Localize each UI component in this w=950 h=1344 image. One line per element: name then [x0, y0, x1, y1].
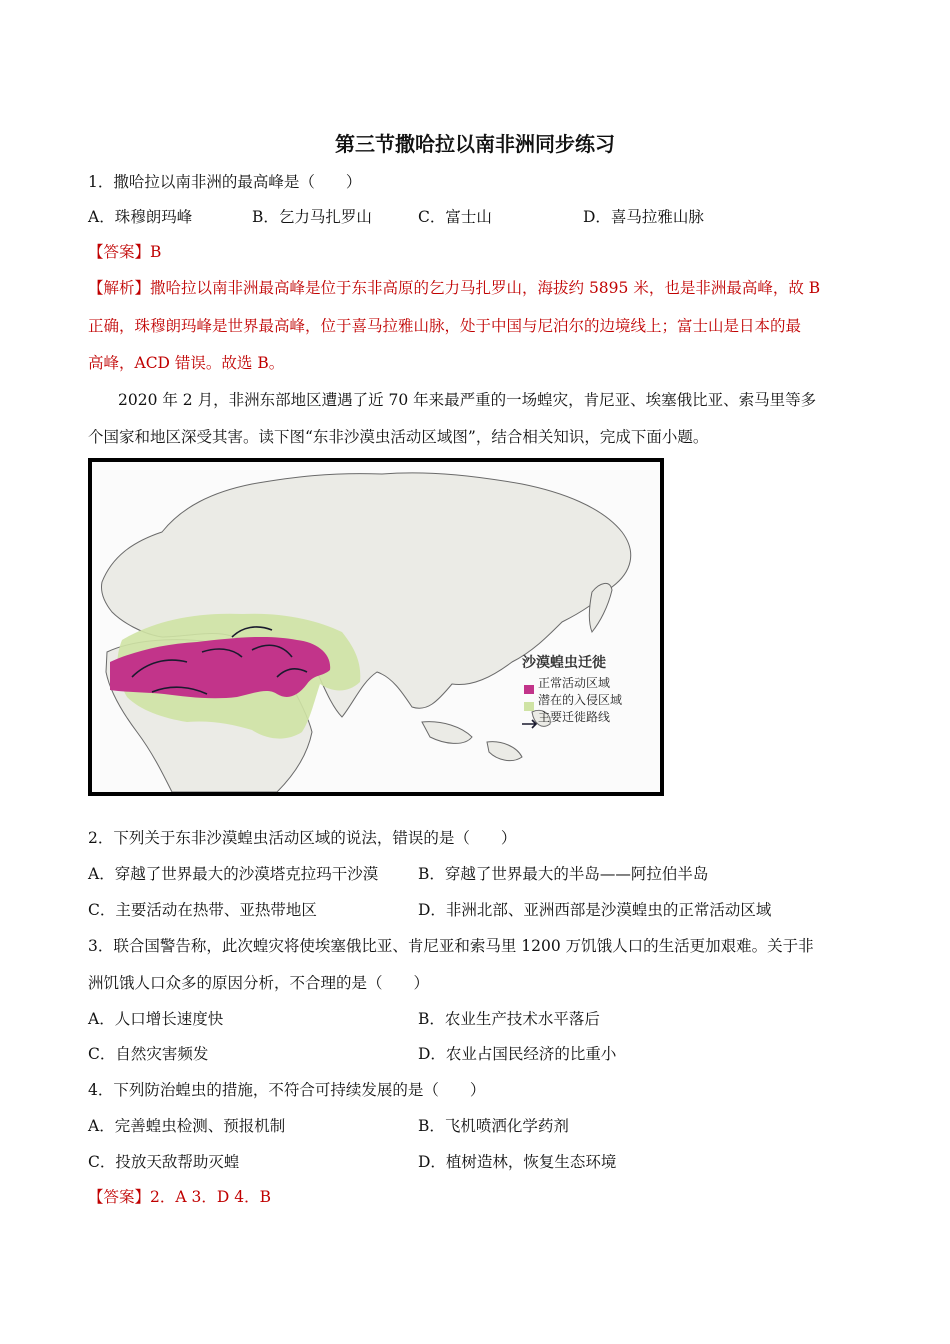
q2-option-c: C．主要活动在热带、亚热带地区: [88, 901, 317, 919]
q1-option-a: A．珠穆朗玛峰: [88, 208, 193, 226]
locust-map-figure: [88, 458, 664, 796]
q4-option-c: C．投放天敌帮助灭蝗: [88, 1153, 240, 1171]
q1-option-c: C．富士山: [418, 208, 492, 226]
q3-option-b: B．农业生产技术水平落后: [418, 1010, 600, 1028]
q4-stem: 4．下列防治蝗虫的措施，不符合可持续发展的是（ ）: [88, 1081, 486, 1099]
q2-option-a: A．穿越了世界最大的沙漠塔克拉玛干沙漠: [88, 865, 379, 883]
q3-stem-line-2: 洲饥饿人口众多的原因分析，不合理的是（ ）: [88, 974, 430, 992]
answers-tag: 【答案】: [88, 1188, 151, 1206]
q3-option-c: C．自然灾害频发: [88, 1045, 209, 1063]
answers-line: [88, 1185, 271, 1207]
answer-value: B: [150, 243, 162, 261]
q1-analysis-line-1: [88, 276, 820, 298]
q1-answer: [88, 240, 161, 262]
legend-potential-label: 潜在的入侵区域: [538, 693, 623, 707]
q3-option-d: D．农业占国民经济的比重小: [418, 1045, 617, 1063]
analysis-text-1: 撒哈拉以南非洲最高峰是位于东非高原的乞力马扎罗山，海拔约 5895 米，也是非洲最高峰，故 B: [150, 279, 821, 297]
answer-tag: 【答案】: [88, 243, 151, 261]
q2-option-d: D．非洲北部、亚洲西部是沙漠蝗虫的正常活动区域: [418, 901, 772, 919]
q1-stem: 1．撒哈拉以南非洲的最高峰是（ ）: [88, 173, 362, 191]
analysis-tag: 【解析】: [88, 279, 151, 297]
q2-option-b: B．穿越了世界最大的半岛——阿拉伯半岛: [418, 865, 709, 883]
q1-option-d: D．喜马拉雅山脉: [583, 208, 704, 226]
page-title: 第三节撒哈拉以南非洲同步练习: [335, 132, 615, 156]
q3-option-a: A．人口增长速度快: [88, 1010, 224, 1028]
q2-stem: 2．下列关于东非沙漠蝗虫活动区域的说法，错误的是（ ）: [88, 829, 517, 847]
map-graphic: [92, 462, 660, 792]
q1-analysis-line-3: 高峰，ACD 错误。故选 B。: [88, 354, 285, 372]
q4-option-a: A．完善蝗虫检测、预报机制: [88, 1117, 286, 1135]
intro-line-2: 个国家和地区深受其害。读下图“东非沙漠虫活动区域图”，结合相关知识，完成下面小题。: [88, 428, 709, 446]
legend-route-label: 主要迁徙路线: [538, 710, 611, 724]
q3-stem-line-1: 3．联合国警告称，此次蝗灾将使埃塞俄比亚、肯尼亚和索马里 1200 万饥饿人口的生活更加艰难。关于非: [88, 937, 814, 955]
q4-option-b: B．飞机喷洒化学药剂: [418, 1117, 569, 1135]
legend-normal-label: 正常活动区域: [538, 676, 611, 690]
legend-title: 沙漠蝗虫迁徙: [522, 655, 606, 671]
q4-option-d: D．植树造林，恢复生态环境: [418, 1153, 617, 1171]
answers-text: 2．A 3．D 4．B: [150, 1188, 271, 1206]
map-legend: [522, 652, 622, 725]
intro-line-1: 2020 年 2 月，非洲东部地区遭遇了近 70 年来最严重的一场蝗灾，肯尼亚、埃塞俄比亚、索马里等多: [118, 391, 817, 409]
q1-analysis-line-2: 正确，珠穆朗玛峰是世界最高峰，位于喜马拉雅山脉，处于中国与尼泊尔的边境线上；富士山是日本的最: [88, 317, 802, 335]
q1-option-b: B．乞力马扎罗山: [252, 208, 372, 226]
